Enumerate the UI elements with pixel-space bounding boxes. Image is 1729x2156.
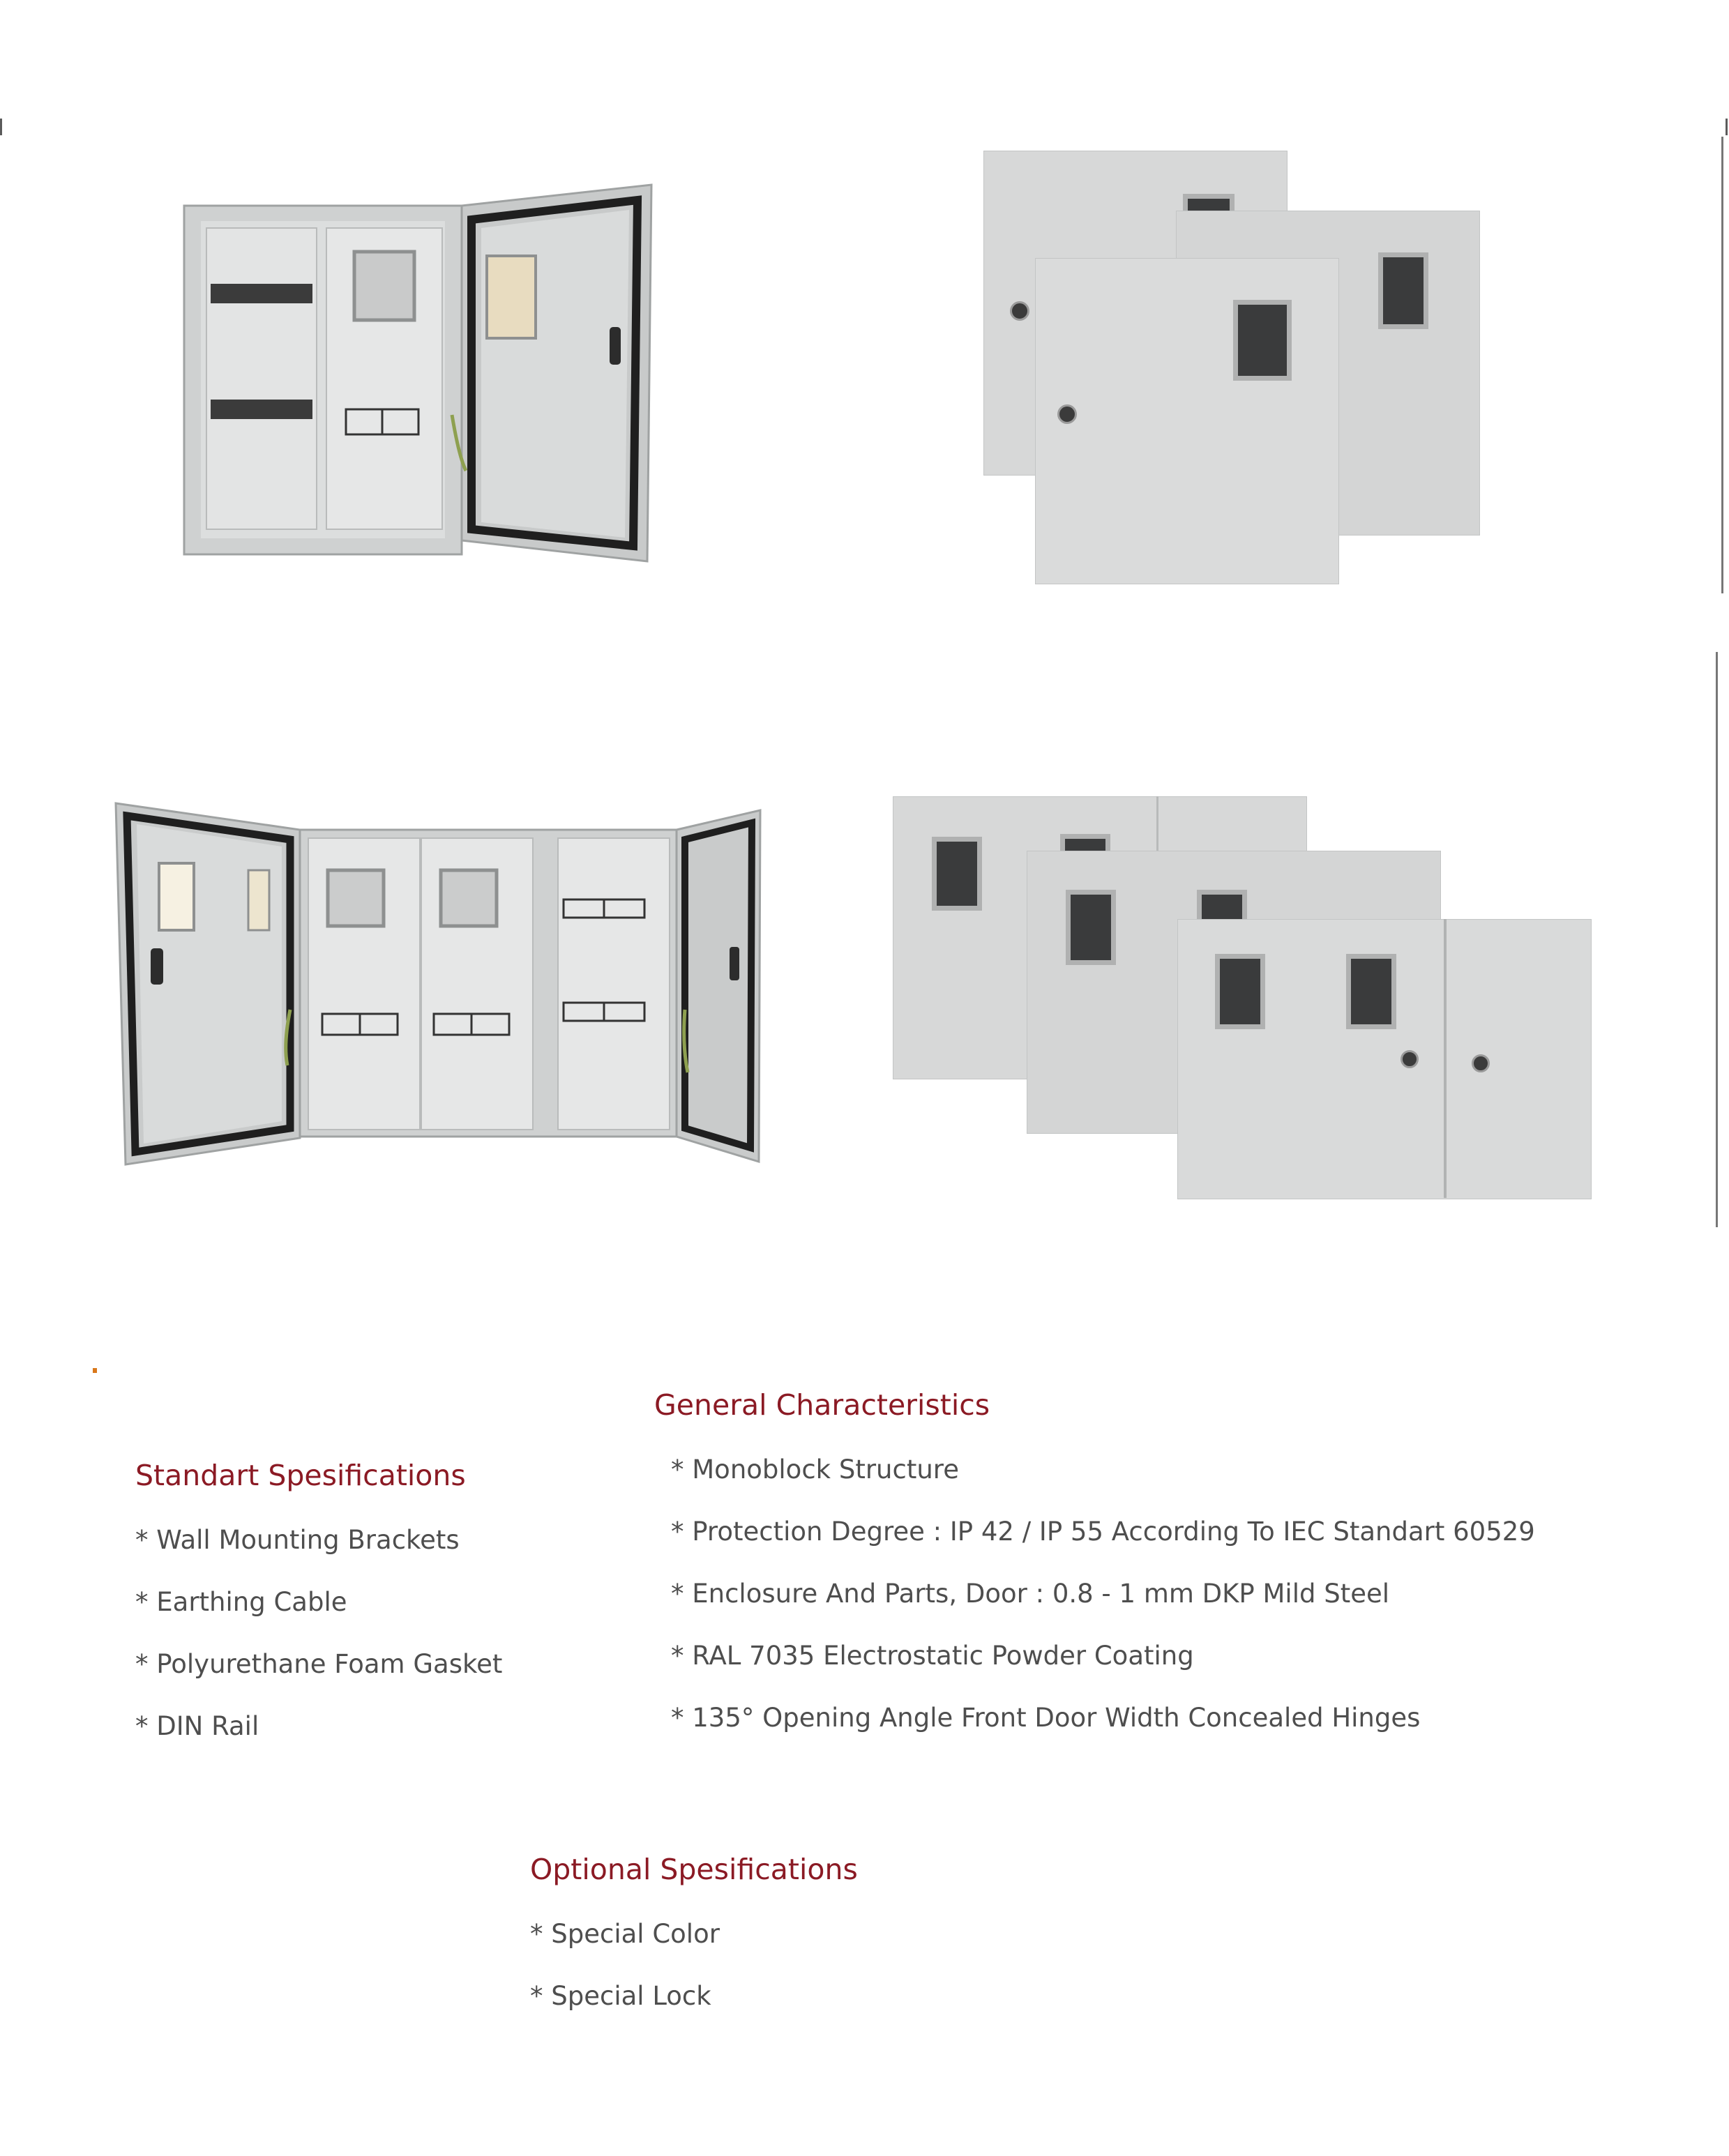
- general-characteristics-heading: General Characteristics: [654, 1388, 990, 1422]
- single-closed-enclosures-photo: [983, 151, 1486, 583]
- general-item: * Enclosure And Parts, Door : 0.8 - 1 mm DKP Mild Steel: [671, 1579, 1390, 1609]
- lock-knob: [1472, 1054, 1490, 1072]
- lock-knob: [1010, 301, 1029, 321]
- triple-closed-enclosures-photo: [893, 796, 1590, 1201]
- standard-item: * Earthing Cable: [135, 1587, 347, 1617]
- lock-knob: [1057, 404, 1077, 424]
- optional-item: * Special Lock: [530, 1981, 711, 2011]
- viewing-window: [1066, 890, 1116, 965]
- standard-item: * Polyurethane Foam Gasket: [135, 1649, 503, 1679]
- viewing-window: [1378, 252, 1428, 329]
- page-edge-line-lower: [1716, 652, 1718, 1227]
- standard-specifications-heading: Standart Spesifications: [135, 1459, 466, 1492]
- triple-open-enclosure-photo: [112, 800, 767, 1170]
- front-enclosure: [1035, 258, 1339, 584]
- general-item: * 135° Opening Angle Front Door Width Concealed Hinges: [671, 1703, 1421, 1733]
- page-edge-line-upper: [1721, 137, 1723, 593]
- viewing-window: [1346, 954, 1396, 1029]
- viewing-window: [1233, 300, 1292, 381]
- standard-item: * Wall Mounting Brackets: [135, 1525, 460, 1555]
- optional-specifications-heading: Optional Spesifications: [530, 1853, 858, 1886]
- general-item: * RAL 7035 Electrostatic Powder Coating: [671, 1641, 1194, 1671]
- lock-knob: [1400, 1050, 1419, 1068]
- standard-item: * DIN Rail: [135, 1711, 259, 1741]
- general-item: * Monoblock Structure: [671, 1455, 959, 1485]
- single-open-enclosure-photo: [180, 178, 668, 572]
- orange-mark: [93, 1368, 97, 1373]
- optional-item: * Special Color: [530, 1919, 720, 1949]
- viewing-window: [932, 837, 982, 911]
- door-seam: [1444, 919, 1447, 1198]
- viewing-window: [1215, 954, 1265, 1029]
- general-item: * Protection Degree : IP 42 / IP 55 According To IEC Standart 60529: [671, 1517, 1535, 1547]
- crop-mark-left: [0, 119, 2, 135]
- crop-mark-right: [1726, 119, 1728, 135]
